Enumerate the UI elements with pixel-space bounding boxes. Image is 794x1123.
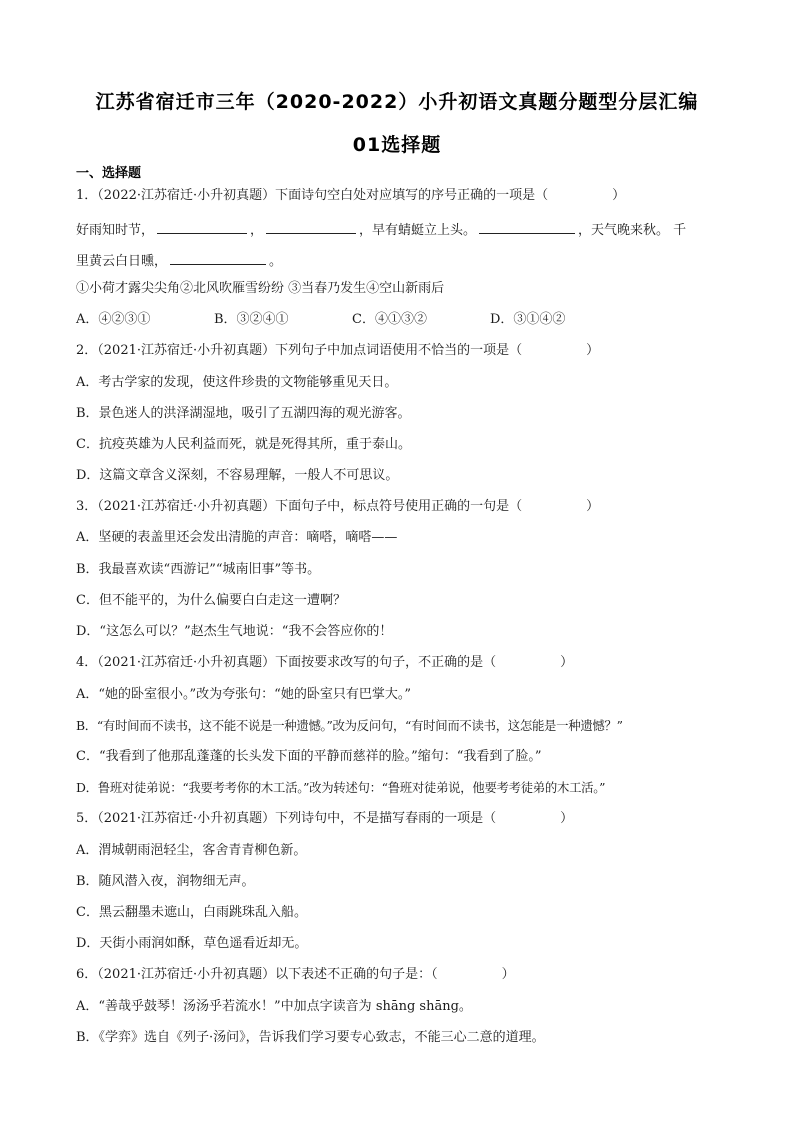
- document-subtitle: 01选择题: [352, 134, 442, 156]
- question-1-options: [76, 311, 628, 329]
- question-3-stem: 3．（2021·江苏宿迁·小升初真题）下面句子中，标点符号使用正确的一句是（ ）: [76, 499, 600, 514]
- question-2-option-c: C．抗疫英雄为人民利益而死，就是死得其所，重于泰山。: [76, 437, 411, 452]
- fill-blank: [266, 218, 356, 234]
- question-2-stem: 2．（2021·江苏宿迁·小升初真题）下列句子中加点词语使用不恰当的一项是（ ）: [76, 343, 600, 358]
- question-5-option-c: C．黑云翻墨未遮山，白雨跳珠乱入船。: [76, 905, 307, 920]
- question-2-option-a: A．考古学家的发现，使这件珍贵的文物能够重见天日。: [76, 375, 398, 390]
- question-5-option-b: B．随风潜入夜，润物细无声。: [76, 874, 255, 889]
- question-2-option-d: D．这篇文章含义深刻，不容易理解，一般人不可思议。: [76, 468, 399, 483]
- option-d: D．③①④②: [490, 312, 566, 327]
- document-title: 江苏省宿迁市三年（2020-2022）小升初语文真题分题型分层汇编: [95, 91, 699, 113]
- question-5-option-d: D．天街小雨润如酥，草色遥看近却无。: [76, 936, 308, 951]
- fill-blank: [479, 218, 575, 234]
- question-4-option-c: C．“我看到了他那乱蓬蓬的长头发下面的平静而慈祥的脸。”缩句：“我看到了脸。”: [76, 749, 542, 764]
- question-4-option-a: A．“她的卧室很小。”改为夸张句：“她的卧室只有巴掌大。”: [76, 687, 411, 702]
- question-3-option-d: D．“这怎么可以？”赵杰生气地说：“我不会答应你的！: [76, 624, 393, 639]
- option-c: C．④①③②: [352, 312, 427, 327]
- question-5-stem: 5．（2021·江苏宿迁·小升初真题）下列诗句中，不是描写春雨的一项是（ ）: [76, 811, 574, 826]
- question-1-poem-line2: 里黄云白日曛， 。: [76, 249, 282, 271]
- question-1-choices: ①小荷才露尖尖角②北风吹雁雪纷纷 ③当春乃发生④空山新雨后: [76, 281, 445, 296]
- question-6-option-a: A．“善哉乎鼓琴！汤汤乎若流水！”中加点字读音为 shāng shāng。: [76, 999, 472, 1014]
- question-6-stem: 6．（2021·江苏宿迁·小升初真题）以下表述不正确的句子是：（ ）: [76, 967, 515, 982]
- question-6-option-b: B．《学弈》选自《列子·汤问》，告诉我们学习要专心致志，不能三心二意的道理。: [76, 1030, 545, 1045]
- question-1-poem-line1: 好雨知时节， ， ，早有蜻蜓立上头。 ，天气晚来秋。 千: [76, 218, 686, 240]
- question-3-option-a: A．坚硬的表盖里还会发出清脆的声音：嘀嗒，嘀嗒——: [76, 530, 398, 545]
- option-a: A．④②③①: [76, 312, 151, 327]
- question-1-stem: 1．（2022·江苏宿迁·小升初真题）下面诗句空白处对应填写的序号正确的一项是（ ）: [76, 188, 626, 203]
- question-3-option-b: B．我最喜欢读“西游记”“城南旧事”等书。: [76, 562, 321, 577]
- question-4-stem: 4．（2021·江苏宿迁·小升初真题）下面按要求改写的句子，不正确的是（ ）: [76, 655, 574, 670]
- question-2-option-b: B．景色迷人的洪泽湖湿地，吸引了五湖四海的观光游客。: [76, 406, 411, 421]
- question-5-option-a: A．渭城朝雨浥轻尘，客舍青青柳色新。: [76, 843, 307, 858]
- question-3-option-c: C．但不能平的，为什么偏要白白走这一遭啊？: [76, 593, 346, 608]
- fill-blank: [170, 249, 266, 265]
- section-heading: 一、选择题: [76, 166, 142, 181]
- option-b: B．③②④①: [214, 312, 289, 327]
- fill-blank: [157, 218, 247, 234]
- question-4-option-b: B．“有时间而不读书，这不能不说是一种遗憾。”改为反问句，“有时间而不读书，这怎能是一种遗憾？”: [76, 718, 623, 733]
- question-4-option-d: D．鲁班对徒弟说：“我要考考你的木工活。”改为转述句：“鲁班对徒弟说，他要考考徒弟的木工活。”: [76, 780, 606, 795]
